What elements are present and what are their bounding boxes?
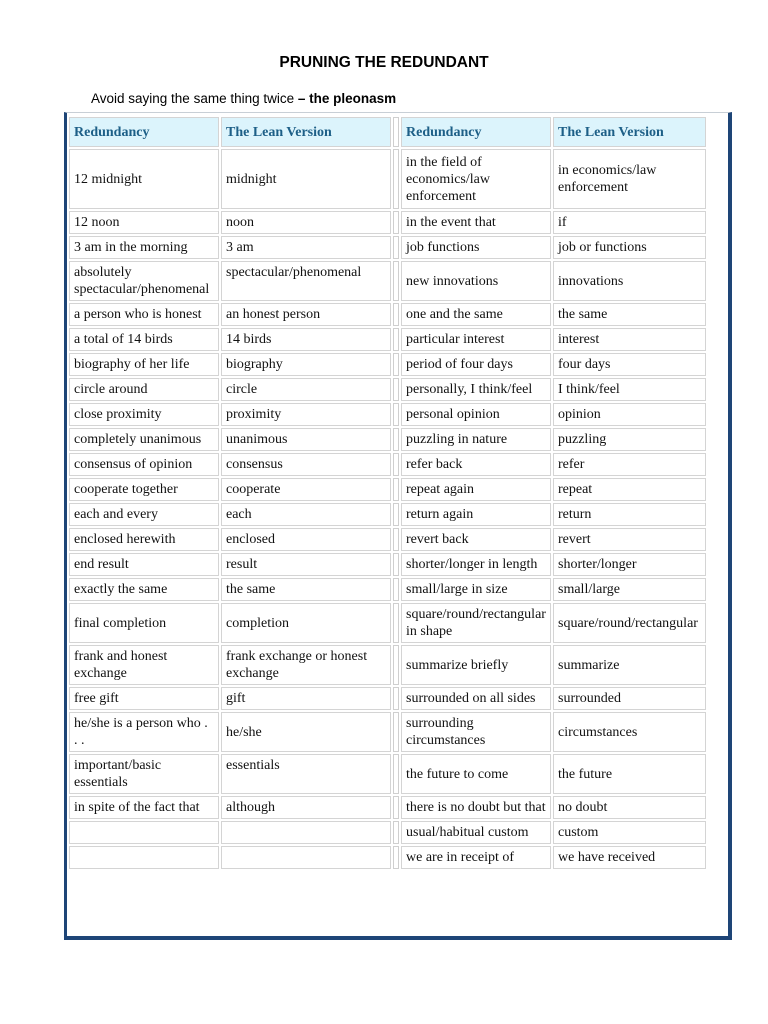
redundancy-left-cell: cooperate together — [69, 478, 219, 501]
redundancy-right-cell: one and the same — [401, 303, 551, 326]
redundancy-right-cell: personally, I think/feel — [401, 378, 551, 401]
redundancy-right-cell: personal opinion — [401, 403, 551, 426]
lean-left-cell: 3 am — [221, 236, 391, 259]
lean-right-cell: job or functions — [553, 236, 706, 259]
lean-right-cell: shorter/longer — [553, 553, 706, 576]
table-row — [69, 453, 706, 476]
table-row — [69, 303, 706, 326]
header-row — [69, 117, 706, 147]
redundancy-left-cell: enclosed herewith — [69, 528, 219, 551]
lean-right-cell: we have received — [553, 846, 706, 869]
column-gap — [393, 553, 399, 576]
subtitle-text: Avoid saying the same thing twice — [91, 91, 298, 106]
redundancy-right-cell: in the event that — [401, 211, 551, 234]
redundancy-left-cell: frank and honest exchange — [69, 645, 219, 685]
column-gap — [393, 353, 399, 376]
lean-left-cell — [221, 821, 391, 844]
column-gap — [393, 453, 399, 476]
column-gap — [393, 754, 399, 794]
lean-right-cell: interest — [553, 328, 706, 351]
subtitle — [91, 91, 396, 106]
lean-right-cell: small/large — [553, 578, 706, 601]
table-row — [69, 211, 706, 234]
lean-left-cell: essentials — [221, 754, 391, 794]
subtitle-emphasis: the pleonasm — [309, 91, 397, 106]
column-gap — [393, 149, 399, 209]
lean-right-cell: the same — [553, 303, 706, 326]
table-row — [69, 796, 706, 819]
lean-left-cell: unanimous — [221, 428, 391, 451]
lean-left-cell: noon — [221, 211, 391, 234]
table-row — [69, 428, 706, 451]
redundancy-left-cell: final completion — [69, 603, 219, 643]
redundancy-left-cell: end result — [69, 553, 219, 576]
lean-right-cell: summarize — [553, 645, 706, 685]
redundancy-left-cell: a total of 14 birds — [69, 328, 219, 351]
lean-right-cell: in economics/law enforcement — [553, 149, 706, 209]
redundancy-right-cell: we are in receipt of — [401, 846, 551, 869]
table-row — [69, 712, 706, 752]
table-row — [69, 528, 706, 551]
lean-right-cell: no doubt — [553, 796, 706, 819]
lean-right-cell: refer — [553, 453, 706, 476]
column-gap — [393, 503, 399, 526]
header-redundancy-left: Redundancy — [69, 117, 219, 147]
lean-left-cell: spectacular/phenomenal — [221, 261, 391, 301]
lean-right-cell: I think/feel — [553, 378, 706, 401]
lean-left-cell: cooperate — [221, 478, 391, 501]
redundancy-right-cell: surrounded on all sides — [401, 687, 551, 710]
redundancy-right-cell: summarize briefly — [401, 645, 551, 685]
redundancy-right-cell: refer back — [401, 453, 551, 476]
column-gap — [393, 211, 399, 234]
lean-right-cell: four days — [553, 353, 706, 376]
lean-left-cell: enclosed — [221, 528, 391, 551]
redundancy-left-cell: exactly the same — [69, 578, 219, 601]
column-gap — [393, 303, 399, 326]
redundancy-right-cell: the future to come — [401, 754, 551, 794]
table-row — [69, 754, 706, 794]
redundancy-left-cell: free gift — [69, 687, 219, 710]
lean-right-cell: square/round/rectangular — [553, 603, 706, 643]
column-gap — [393, 261, 399, 301]
redundancy-left-cell: biography of her life — [69, 353, 219, 376]
lean-left-cell: consensus — [221, 453, 391, 476]
table-row — [69, 645, 706, 685]
redundancy-left-cell: each and every — [69, 503, 219, 526]
lean-left-cell: midnight — [221, 149, 391, 209]
table-row — [69, 687, 706, 710]
lean-left-cell: biography — [221, 353, 391, 376]
table-row — [69, 478, 706, 501]
column-gap — [393, 378, 399, 401]
column-gap — [393, 687, 399, 710]
redundancy-right-cell: period of four days — [401, 353, 551, 376]
redundancy-left-cell: 3 am in the morning — [69, 236, 219, 259]
redundancy-right-cell: job functions — [401, 236, 551, 259]
lean-right-cell: repeat — [553, 478, 706, 501]
lean-left-cell: each — [221, 503, 391, 526]
lean-left-cell: 14 birds — [221, 328, 391, 351]
lean-left-cell: he/she — [221, 712, 391, 752]
lean-right-cell: puzzling — [553, 428, 706, 451]
redundancy-right-cell: revert back — [401, 528, 551, 551]
redundancy-left-cell: circle around — [69, 378, 219, 401]
redundancy-left-cell: consensus of opinion — [69, 453, 219, 476]
lean-right-cell: the future — [553, 754, 706, 794]
table-row — [69, 403, 706, 426]
column-gap — [393, 603, 399, 643]
table-row — [69, 821, 706, 844]
table-row — [69, 149, 706, 209]
table-row — [69, 353, 706, 376]
table-row — [69, 503, 706, 526]
redundancy-table — [67, 115, 708, 871]
redundancy-left-cell: absolutely spectacular/phenomenal — [69, 261, 219, 301]
redundancy-left-cell — [69, 846, 219, 869]
subtitle-dash: – — [297, 91, 310, 106]
lean-right-cell: surrounded — [553, 687, 706, 710]
column-gap — [393, 403, 399, 426]
header-lean-right: The Lean Version — [553, 117, 706, 147]
table-row — [69, 378, 706, 401]
column-gap — [393, 846, 399, 869]
table-row — [69, 553, 706, 576]
redundancy-left-cell: 12 noon — [69, 211, 219, 234]
table-body — [69, 149, 706, 869]
lean-left-cell: proximity — [221, 403, 391, 426]
lean-left-cell — [221, 846, 391, 869]
redundancy-left-cell: completely unanimous — [69, 428, 219, 451]
column-gap — [393, 645, 399, 685]
lean-left-cell: frank exchange or honest exchange — [221, 645, 391, 685]
column-gap — [393, 796, 399, 819]
column-gap — [393, 117, 399, 147]
redundancy-right-cell: in the field of economics/law enforcement — [401, 149, 551, 209]
table-row — [69, 846, 706, 869]
redundancy-right-cell: there is no doubt but that — [401, 796, 551, 819]
table-row — [69, 603, 706, 643]
table-row — [69, 328, 706, 351]
page-title: PRUNING THE REDUNDANT — [279, 54, 489, 71]
column-gap — [393, 236, 399, 259]
redundancy-right-cell: usual/habitual custom — [401, 821, 551, 844]
redundancy-left-cell: 12 midnight — [69, 149, 219, 209]
redundancy-right-cell: new innovations — [401, 261, 551, 301]
lean-left-cell: result — [221, 553, 391, 576]
lean-left-cell: gift — [221, 687, 391, 710]
redundancy-right-cell: puzzling in nature — [401, 428, 551, 451]
redundancy-right-cell: shorter/longer in length — [401, 553, 551, 576]
lean-right-cell: opinion — [553, 403, 706, 426]
column-gap — [393, 328, 399, 351]
lean-left-cell: an honest person — [221, 303, 391, 326]
column-gap — [393, 528, 399, 551]
redundancy-left-cell: close proximity — [69, 403, 219, 426]
redundancy-left-cell: he/she is a person who . . . — [69, 712, 219, 752]
column-gap — [393, 712, 399, 752]
redundancy-right-cell: repeat again — [401, 478, 551, 501]
lean-left-cell: completion — [221, 603, 391, 643]
lean-right-cell: revert — [553, 528, 706, 551]
lean-right-cell: return — [553, 503, 706, 526]
column-gap — [393, 428, 399, 451]
header-lean-left: The Lean Version — [221, 117, 391, 147]
redundancy-left-cell: important/basic essentials — [69, 754, 219, 794]
column-gap — [393, 821, 399, 844]
lean-left-cell: the same — [221, 578, 391, 601]
redundancy-right-cell: small/large in size — [401, 578, 551, 601]
redundancy-right-cell: surrounding circumstances — [401, 712, 551, 752]
redundancy-right-cell: square/round/rectangular in shape — [401, 603, 551, 643]
lean-right-cell: if — [553, 211, 706, 234]
lean-right-cell: custom — [553, 821, 706, 844]
lean-left-cell: circle — [221, 378, 391, 401]
column-gap — [393, 578, 399, 601]
header-redundancy-right: Redundancy — [401, 117, 551, 147]
redundancy-left-cell: a person who is honest — [69, 303, 219, 326]
redundancy-right-cell: particular interest — [401, 328, 551, 351]
lean-right-cell: innovations — [553, 261, 706, 301]
lean-left-cell: although — [221, 796, 391, 819]
table-row — [69, 236, 706, 259]
table-row — [69, 261, 706, 301]
column-gap — [393, 478, 399, 501]
redundancy-left-cell — [69, 821, 219, 844]
redundancy-left-cell: in spite of the fact that — [69, 796, 219, 819]
redundancy-right-cell: return again — [401, 503, 551, 526]
lean-right-cell: circumstances — [553, 712, 706, 752]
table-row — [69, 578, 706, 601]
